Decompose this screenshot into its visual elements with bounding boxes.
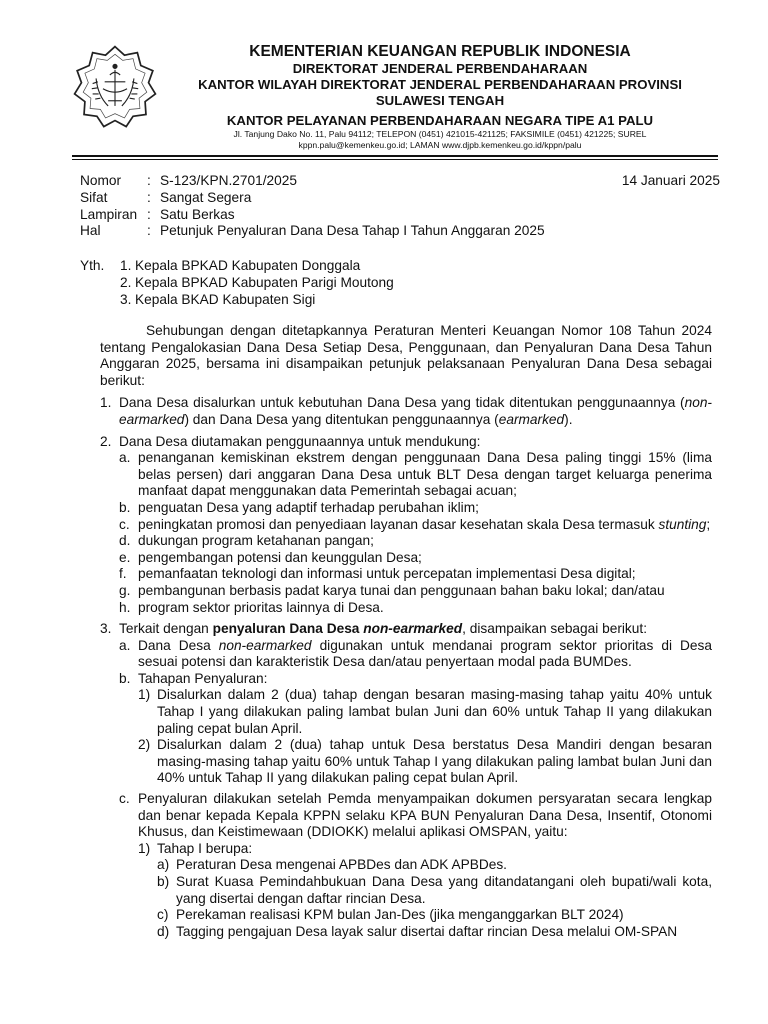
- list-item: c. peningkatan promosi dan penyediaan layanan dasar kesehatan skala Desa termasuk stunting;: [119, 516, 711, 532]
- meta-value: Satu Berkas: [160, 206, 235, 222]
- point-1: 1. Dana Desa disalurkan untuk kebutuhan Dana Desa yang tidak ditentukan penggunaannya (non- earmarked) dan Dana Desa yang ditentukan penggunaannya (earmarked).: [100, 395, 712, 427]
- list-item: a) Peraturan Desa mengenai APBDes dan ADK APBDes.: [157, 857, 507, 873]
- list-item: c. Penyaluran dilakukan setelah Pemda menyampaikan dokumen persyaratan secara lengkap dan benar kepada Kepala KPPN selaku KPA BUN Penyaluran Dana Desa, Insentif, Otonomi Khusus, dan Keistimewaan (DDIOKK) melalui aplikasi OMSPAN, yaitu: 1) Tahap I berupa: a) Peraturan Desa mengenai APBDes dan ADK APBDes. b) Surat Kuasa Pemindahbukuan Dana Desa yang ditandatangani oleh bupati/wali kota, yang disertai dengan daftar rincian Desa. c) Perekaman realisasi KPM bulan Jan-Des (jika menganggarkan BLT 2024) d) Tagging pengajuan Desa layak salur disertai daftar rincian Desa melalui OM-SPAN: [119, 791, 712, 939]
- point-3: 3. Terkait dengan penyaluran Dana Desa non-earmarked, disampaikan sebagai berikut: a. Dana Desa non-earmarked digunakan untuk mendanai program sektor prioritas di Desa sesuai potensi dan karakteristik Desa dan/atau penyertaan modal pada BUMDes. b. Tahapan Penyaluran: 1) Disalurkan dalam 2 (dua) tahap dengan besaran masing-masing tahap yaitu 40% untuk Tahap I yang dilakukan paling lambat bulan Juni dan 60% untuk Tahap II yang dilakukan paling cepat bulan April. 2) Disalurkan dalam 2 (dua) tahap untuk Desa berstatus Desa Mandiri dengan besaran masing-masing tahap yaitu 60% untuk Tahap I yang dilakukan paling lambat bulan Juni dan 40% untuk Tahap II yang dilakukan paling cepat bulan April. c. Penyaluran dilakukan setelah Pemda menyampaikan dokumen persyaratan secara lengkap dan benar kepada Kepala KPPN selaku KPA BUN Penyaluran Dana Desa, Insentif, Otonomi Khusus, dan Keistimewaan (DDIOKK) melalui aplikasi OMSPAN, yaitu: 1) Tahap I berupa: a) Peraturan Desa mengenai APBDes dan ADK APBDes. b) Surat Kuasa Pemindahbukuan Dana Desa yang ditandatangani oleh bupati/wali kota, yang disertai dengan daftar rincian Desa. c) Perekaman realisasi KPM bulan Jan-Des (jika menganggarkan BLT 2024) d) Tagging pengajuan Desa layak salur disertai daftar rincian Desa melalui OM-SPAN: [100, 621, 712, 939]
- list-item: e. pengembangan potensi dan keunggulan Desa;: [119, 549, 422, 565]
- meta-row-nature: Sifat : Sangat Segera: [80, 190, 720, 207]
- list-item: g. pembangunan berbasis padat karya tunai dan penggunaan bahan baku lokal; dan/atau: [119, 582, 665, 598]
- ministry-name: KEMENTERIAN KEUANGAN REPUBLIK INDONESIA: [249, 43, 631, 60]
- meta-row-subject: Hal : Petunjuk Penyaluran Dana Desa Tahap I Tahun Anggaran 2025: [80, 223, 720, 240]
- letter-meta: [80, 173, 720, 240]
- province-name: SULAWESI TENGAH: [375, 93, 505, 108]
- intro-paragraph: Sehubungan dengan ditetapkannya Peraturan Menteri Keuangan Nomor 108 Tahun 2024 tentang Pengalokasian Dana Desa Setiap Desa, Penggunaan, dan Penyaluran Dana Desa Tahun Anggaran 2025, bersama ini disampaikan petunjuk pelaksanaan Penyaluran Dana Desa sebagai berikut:: [100, 323, 712, 388]
- list-item: a. Dana Desa non-earmarked digunakan untuk mendanai program sektor prioritas di Desa sesuai potensi dan karakteristik Desa dan/atau penyertaan modal pada BUMDes.: [119, 637, 712, 670]
- point-2: 2. Dana Desa diutamakan penggunaannya untuk mendukung: a. penanganan kemiskinan ekstrem dengan penggunaan Dana Desa paling tinggi 15% (lima belas persen) dari anggaran Dana Desa untuk BLT Desa dengan target keluarga penerima manfaat dapat menggunakan data Pemerintah sebagai acuan; b. penguatan Desa yang adaptif terhadap perubahan iklim; c. peningkatan promosi dan penyediaan layanan dasar kesehatan skala Desa termasuk stunting; d. dukungan program ketahanan pangan; e. pengembangan potensi dan keunggulan Desa; f. pemanfaatan teknologi dan informasi untuk percepatan implementasi Desa digital; g. pembangunan berbasis padat karya tunai dan penggunaan bahan baku lokal; dan/atau h. program sektor prioritas lainnya di Desa.: [100, 433, 712, 615]
- letter-body: [100, 323, 712, 945]
- meta-value: Petunjuk Penyaluran Dana Desa Tahap I Tahun Anggaran 2025: [160, 223, 545, 239]
- list-item: b. penguatan Desa yang adaptif terhadap perubahan iklim;: [119, 499, 479, 515]
- office-name: KANTOR PELAYANAN PERBENDAHARAAN NEGARA TIPE A1 PALU: [226, 113, 654, 128]
- directorate-name: DIREKTORAT JENDERAL PERBENDAHARAAN: [292, 61, 588, 76]
- letterhead-divider: [72, 155, 718, 157]
- office-address: Jl. Tanjung Dako No. 11, Palu 94112; TELEPON (0451) 421015-421125; FAKSIMILE (0451) 421225; SUREL: [233, 129, 647, 139]
- meta-key: Lampiran: [80, 206, 138, 222]
- list-item: h. program sektor prioritas lainnya di Desa.: [119, 599, 384, 615]
- meta-row-attachment: Lampiran : Satu Berkas: [80, 207, 720, 224]
- regional-office-name: KANTOR WILAYAH DIREKTORAT JENDERAL PERBENDAHARAAN PROVINSI: [198, 77, 682, 92]
- letter-date: 14 Januari 2025: [621, 173, 720, 188]
- list-item: 1) Tahap I berupa: a) Peraturan Desa mengenai APBDes dan ADK APBDes. b) Surat Kuasa Pemindahbukuan Dana Desa yang ditandatangani oleh bupati/wali kota, yang disertai dengan daftar rincian Desa. c) Perekaman realisasi KPM bulan Jan-Des (jika menganggarkan BLT 2024) d) Tagging pengajuan Desa layak salur disertai daftar rincian Desa melalui OM-SPAN: [138, 840, 712, 939]
- list-item: b) Surat Kuasa Pemindahbukuan Dana Desa yang ditandatangani oleh bupati/wali kota, yang disertai dengan daftar rincian Desa.: [157, 874, 712, 906]
- list-item: f. pemanfaatan teknologi dan informasi untuk percepatan implementasi Desa digital;: [119, 566, 636, 582]
- list-item: b. Tahapan Penyaluran: 1) Disalurkan dalam 2 (dua) tahap dengan besaran masing-masing tahap yaitu 40% untuk Tahap I yang dilakukan paling lambat bulan Juni dan 60% untuk Tahap II yang dilakukan paling cepat bulan April. 2) Disalurkan dalam 2 (dua) tahap untuk Desa berstatus Desa Mandiri dengan besaran masing-masing tahap yaitu 60% untuk Tahap I yang dilakukan paling lambat bulan Juni dan 40% untuk Tahap II yang dilakukan paling cepat bulan April.: [119, 670, 712, 786]
- recipient-item: Yth. 1. Kepala BPKAD Kabupaten Donggala: [80, 258, 361, 273]
- letterhead: [160, 42, 720, 151]
- list-item: c) Perekaman realisasi KPM bulan Jan-Des (jika menganggarkan BLT 2024): [157, 907, 624, 923]
- letterhead-divider-thin: [72, 159, 718, 160]
- recipients: [80, 258, 720, 308]
- meta-key: Hal: [80, 223, 101, 239]
- meta-value: S-123/KPN.2701/2025: [160, 173, 297, 188]
- list-item: d. dukungan program ketahanan pangan;: [119, 533, 374, 549]
- office-contact: kppn.palu@kemenkeu.go.id; LAMAN www.djpb.kemenkeu.go.id/kppn/palu: [298, 140, 582, 150]
- list-item: 1) Disalurkan dalam 2 (dua) tahap dengan besaran masing-masing tahap yaitu 40% untuk Tahap I yang dilakukan paling lambat bulan Juni dan 60% untuk Tahap II yang dilakukan paling cepat bulan April.: [138, 687, 712, 736]
- kemenkeu-logo-icon: [72, 44, 158, 130]
- meta-key: Sifat: [80, 189, 108, 205]
- meta-row-number: Nomor : S-123/KPN.2701/2025: [80, 173, 720, 190]
- recipient-item: 3. Kepala BKAD Kabupaten Sigi: [120, 291, 316, 307]
- recipient-item: 2. Kepala BPKAD Kabupaten Parigi Moutong: [120, 274, 394, 290]
- meta-value: Sangat Segera: [160, 189, 252, 205]
- list-item: a. penanganan kemiskinan ekstrem dengan penggunaan Dana Desa paling tinggi 15% (lima belas persen) dari anggaran Dana Desa untuk BLT Desa dengan target keluarga penerima manfaat dapat menggunakan data Pemerintah sebagai acuan;: [119, 450, 712, 499]
- recipients-label: Yth.: [80, 258, 105, 273]
- meta-key: Nomor: [80, 173, 122, 188]
- list-item: 2) Disalurkan dalam 2 (dua) tahap untuk Desa berstatus Desa Mandiri dengan besaran masing-masing tahap yaitu 60% untuk Tahap I yang dilakukan paling lambat bulan Juni dan 40% untuk Tahap II yang dilakukan paling cepat bulan April.: [138, 737, 712, 786]
- list-item: d) Tagging pengajuan Desa layak salur disertai daftar rincian Desa melalui OM-SPAN: [157, 923, 678, 939]
